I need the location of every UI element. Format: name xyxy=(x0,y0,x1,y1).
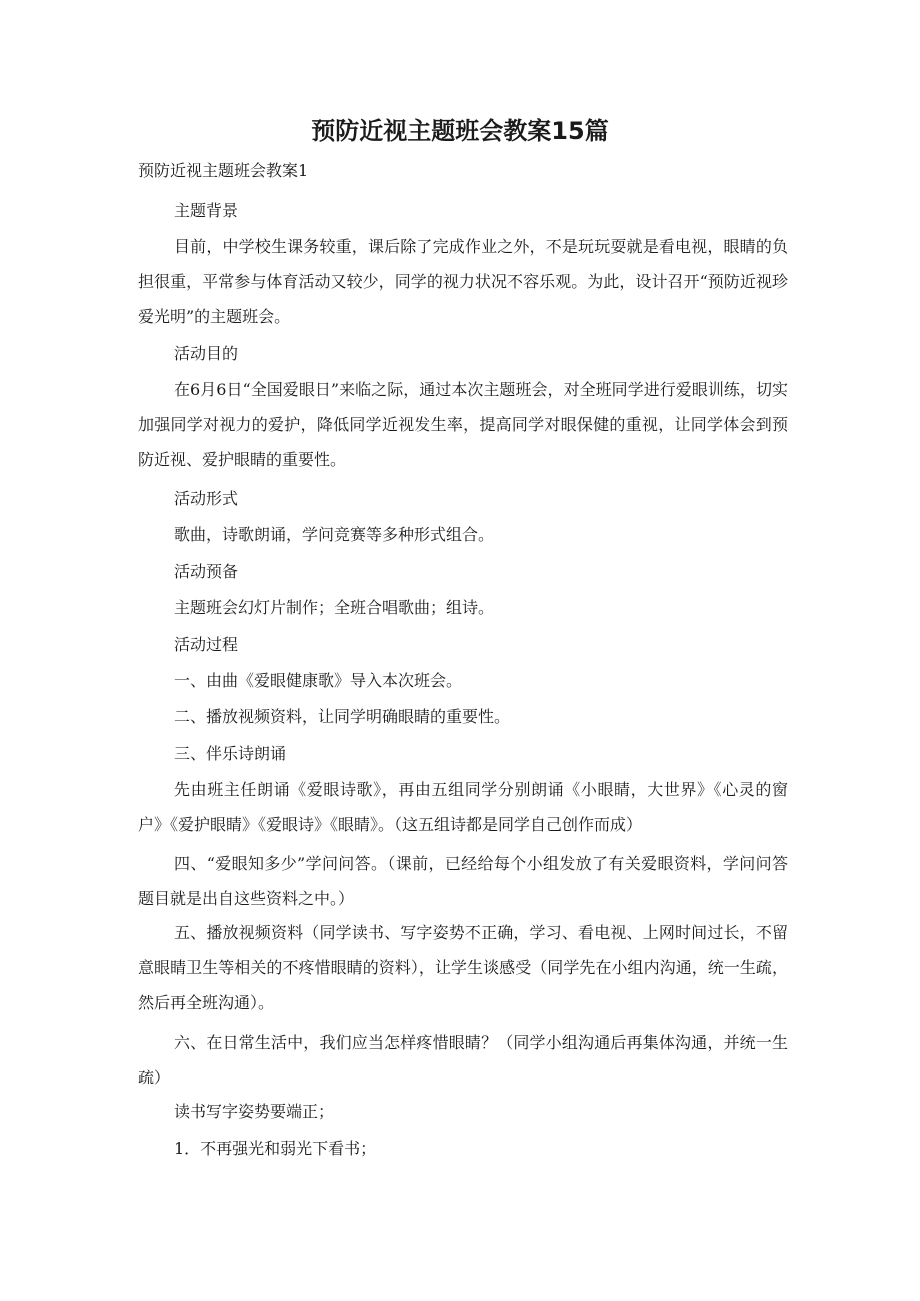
section-heading-form: 活动形式 xyxy=(174,489,239,508)
process-step-4: 四、“爱眼知多少”学问问答。（课前，已经给每个小组发放了有关爱眼资料，学问问答题目就是出自这些资料之中。） xyxy=(138,854,788,908)
lesson-plan-subtitle: 预防近视主题班会教案1 xyxy=(138,161,309,180)
section-heading-purpose: 活动目的 xyxy=(174,344,239,363)
paragraph-prep: 主题班会幻灯片制作；全班合唱歌曲；组诗。 xyxy=(174,598,495,617)
section-heading-background: 主题背景 xyxy=(174,201,239,220)
process-step-6: 六、在日常生活中，我们应当怎样疼惜眼睛？（同学小组沟通后再集体沟通，并统一生疏） xyxy=(138,1033,788,1087)
process-step-2: 二、播放视频资料，让同学明确眼睛的重要性。 xyxy=(174,707,511,726)
process-step-5: 五、播放视频资料（同学读书、写字姿势不正确，学习、看电视、上网时间过长，不留意眼睛卫生等相关的不疼惜眼睛的资料），让学生谈感受（同学先在小组内沟通，统一生疏，然后再全班沟通）。 xyxy=(138,923,788,1012)
process-step-1: 一、由曲《爱眼健康歌》导入本次班会。 xyxy=(174,671,463,690)
section-heading-process: 活动过程 xyxy=(174,635,239,654)
paragraph-purpose: 在6月6日“全国爱眼日”来临之际，通过本次主题班会，对全班同学进行爱眼训练，切实加强同学对视力的爱护，降低同学近视发生率，提高同学对眼保健的重视，让同学体会到预防近视、爱护眼睛的重要性。 xyxy=(138,380,788,469)
eye-care-tip: 读书写字姿势要端正； xyxy=(174,1102,335,1121)
eye-care-tip-1: 1．不再强光和弱光下看书； xyxy=(174,1139,377,1158)
paragraph-background: 目前，中学校生课务较重，课后除了完成作业之外，不是玩玩耍就是看电视，眼睛的负担很重，平常参与体育活动又较少，同学的视力状况不容乐观。为此，设计召开“预防近视珍爱光明”的主题班会。 xyxy=(138,237,788,326)
section-heading-prep: 活动预备 xyxy=(174,562,239,581)
document-title: 预防近视主题班会教案15篇 xyxy=(311,117,609,145)
process-step-3: 三、伴乐诗朗诵 xyxy=(174,744,287,763)
paragraph-form: 歌曲，诗歌朗诵，学问竞赛等多种形式组合。 xyxy=(174,525,495,544)
paragraph-step-3: 先由班主任朗诵《爱眼诗歌》，再由五组同学分别朗诵《小眼睛，大世界》《心灵的窗户》《爱护眼睛》《爱眼诗》《眼睛》。（这五组诗都是同学自己创作而成） xyxy=(138,780,788,834)
